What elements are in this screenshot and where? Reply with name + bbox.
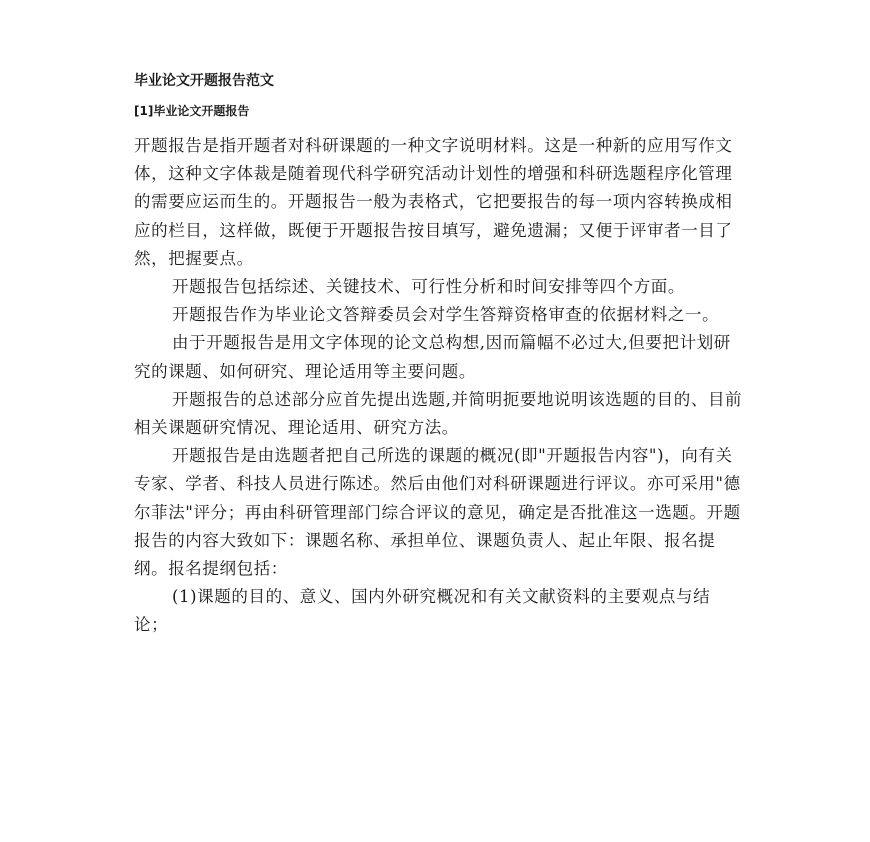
- paragraph-list-item-1: (1)课题的目的、意义、国内外研究概况和有关文献资料的主要观点与结论；: [134, 587, 711, 635]
- paragraph-length: 由于开题报告是用文字体现的论文总构想,因而篇幅不必过大,但要把计划研究的课题、如何研究、理论适用等主要问题。: [134, 333, 731, 381]
- document-body: [134, 132, 744, 640]
- paragraph-purpose: 开题报告作为毕业论文答辩委员会对学生答辩资格审查的依据材料之一。: [172, 305, 720, 325]
- document-title: 毕业论文开题报告范文: [134, 73, 274, 89]
- section-heading: [1]毕业论文开题报告: [134, 104, 250, 118]
- paragraph-procedure: 开题报告是由选题者把自己所选的课题的概况(即"开题报告内容")，向有关专家、学者、科技人员进行陈述。然后由他们对科研课题进行评议。亦可采用"德尔菲法"评分；再由科研管理部门综合评议的意见，确定是否批准这一选题。开题报告的内容大致如下：课题名称、承担单位、课题负责人、起止年限、报名提纲。报名提纲包括：: [134, 446, 741, 579]
- paragraph-overview: 开题报告的总述部分应首先提出选题,并简明扼要地说明该选题的目的、目前相关课题研究情况、理论适用、研究方法。: [134, 389, 743, 438]
- paragraph-components: 开题报告包括综述、关键技术、可行性分析和时间安排等四个方面。: [172, 277, 685, 297]
- paragraph-definition: 开题报告是指开题者对科研课题的一种文字说明材料。这是一种新的应用写作文体，这种文字体裁是随着现代科学研究活动计划性的增强和科研选题程序化管理的需要应运而生的。开题报告一般为表格式，它把要报告的每一项内容转换成相应的栏目，这样做，既便于开题报告按目填写，避免遗漏；又便于评审者一目了然，把握要点。: [134, 136, 733, 268]
